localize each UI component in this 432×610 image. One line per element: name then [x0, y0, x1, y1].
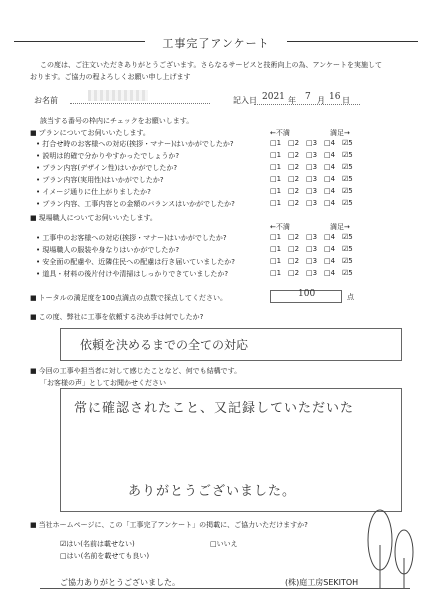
rating-option-3[interactable]: [306, 139, 317, 147]
rating-number: 5: [348, 269, 353, 277]
question-row: • プラン内容、工事内容との金額のバランスはいかがでしたか?: [36, 200, 235, 208]
checkbox-icon: □: [306, 139, 313, 147]
scale-high-2: 満足→: [330, 223, 350, 231]
rating-number: 1: [276, 269, 282, 277]
checkbox-icon: □: [288, 245, 295, 253]
rating-option-2[interactable]: [288, 245, 299, 253]
intro-line-1: この度は、ご注文いただきありがとうございます。さらなるサービスと技術向上の為、アンケートを実施して: [40, 61, 383, 69]
checkbox-icon: □: [324, 139, 331, 147]
reason-question: ■ この度、弊社に工事を依頼する決め手は何でしたか?: [30, 312, 203, 322]
checkbox-icon: □: [324, 151, 331, 159]
question-row: • 現場職人の服装や身なりはいかがでしたか?: [36, 246, 180, 254]
rating-option-2[interactable]: [288, 139, 299, 147]
checkbox-icon: □: [306, 245, 313, 253]
question-row: • イメージ通りに仕上がりましたか?: [36, 188, 151, 196]
rating-number: 2: [294, 163, 300, 171]
checkbox-icon: □: [288, 233, 295, 241]
question-text: 安全面の配慮や、近隣住民への配慮は行き届いていましたか?: [42, 258, 235, 266]
date-month: 7: [305, 92, 311, 102]
checkbox-icon: □: [306, 151, 313, 159]
rating-number: 1: [276, 163, 282, 171]
rating-option-4[interactable]: [324, 257, 335, 265]
checkbox-icon: □: [60, 552, 67, 560]
rating-option-3[interactable]: [306, 257, 317, 265]
rating-option-1[interactable]: [270, 245, 281, 253]
checkbox-icon: □: [270, 151, 277, 159]
rating-number: 2: [294, 257, 300, 265]
scale-high: 満足→: [330, 129, 350, 137]
checked-box-icon: ☑: [342, 199, 349, 207]
option-yes-named[interactable]: □はい(名前を載せても良い): [60, 552, 150, 560]
date-day: 16: [329, 92, 341, 102]
rating-option-3[interactable]: [306, 175, 317, 183]
rating-number: 3: [312, 187, 318, 195]
rating-option-2[interactable]: [288, 151, 299, 159]
rating-number: 1: [276, 187, 282, 195]
rating-option-4[interactable]: [324, 139, 335, 147]
rating-option-1[interactable]: [270, 151, 281, 159]
year-suffix: 年: [288, 96, 296, 105]
question-text: 道具・材料の後片付けや清掃はしっかりできていましたか?: [42, 270, 229, 278]
rating-option-4[interactable]: [324, 245, 335, 253]
rating-number: 2: [294, 151, 300, 159]
rating-number: 5: [348, 175, 353, 183]
rating-option-4[interactable]: [324, 187, 335, 195]
rating-option-1[interactable]: [270, 139, 281, 147]
rating-number: 4: [330, 257, 336, 265]
page-title: 工事完了アンケート: [162, 37, 270, 50]
voice-sub-label: 「お客様の声」としてお聞かせください: [40, 379, 166, 387]
rating-number: 3: [312, 163, 318, 171]
checkbox-icon: □: [270, 257, 277, 265]
voice-line-2: ありがとうございました。: [128, 484, 297, 499]
rating-option-2[interactable]: [288, 233, 299, 241]
checkbox-icon: □: [288, 151, 295, 159]
rating-option-3[interactable]: [306, 269, 317, 277]
checkbox-icon: □: [324, 163, 331, 171]
rating-number: 1: [276, 199, 282, 207]
checked-box-icon: ☑: [342, 233, 349, 241]
redacted-name: [88, 90, 148, 101]
rating-number: 3: [312, 257, 318, 265]
rating-number: 5: [348, 233, 353, 241]
question-row: • 安全面の配慮や、近隣住民への配慮は行き届いていましたか?: [36, 258, 235, 266]
checkbox-icon: □: [288, 257, 295, 265]
rating-option-5[interactable]: [342, 269, 353, 277]
option-yes-anonymous[interactable]: ☑はい(名前は載せない): [60, 540, 135, 548]
question-text: プラン内容(実用性)はいかがでしたか?: [42, 176, 164, 184]
thanks-text: ご協力ありがとうございました。: [60, 578, 180, 587]
day-suffix: 日: [342, 96, 350, 105]
rating-option-3[interactable]: [306, 151, 317, 159]
homepage-question: ■ 当社ホームページに、この「工事完了アンケート」の掲載に、ご協力いただけますか?: [30, 520, 308, 530]
rating-option-1[interactable]: [270, 269, 281, 277]
checkbox-icon: □: [288, 187, 295, 195]
rating-number: 3: [312, 139, 318, 147]
rating-option-4[interactable]: [324, 199, 335, 207]
checkbox-icon: □: [270, 233, 277, 241]
instruction-text: 該当する番号の枠内にチェックをお願いします。: [40, 117, 194, 125]
checkbox-icon: □: [288, 269, 295, 277]
checked-box-icon: ☑: [342, 163, 349, 171]
checkbox-icon: □: [324, 199, 331, 207]
rating-number: 2: [294, 139, 300, 147]
checkbox-icon: □: [324, 257, 331, 265]
checkbox-icon: □: [324, 175, 331, 183]
question-text: プラン内容(デザイン性)はいかがでしたか?: [42, 164, 178, 172]
question-row: • 道具・材料の後片付けや清掃はしっかりできていましたか?: [36, 270, 229, 278]
voice-question: ■ 今回の工事や担当者に対して感じたことなど、何でも結構です。: [30, 366, 241, 376]
rating-number: 2: [294, 233, 300, 241]
checkbox-icon: □: [306, 257, 313, 265]
rating-option-2[interactable]: [288, 187, 299, 195]
rating-number: 4: [330, 233, 336, 241]
voice-line-1: 常に確認されたこと、又記録していただいた: [74, 401, 355, 416]
checked-box-icon: ☑: [342, 139, 349, 147]
checkbox-icon: □: [270, 269, 277, 277]
question-row: • 工事中のお客様への対応(挨拶・マナー)はいかがでしたか?: [36, 234, 227, 242]
question-text: 現場職人の服装や身なりはいかがでしたか?: [42, 246, 180, 254]
rating-option-5[interactable]: [342, 257, 353, 265]
rating-option-5[interactable]: [342, 199, 353, 207]
scale-low-2: ←不満: [270, 223, 290, 231]
rating-option-3[interactable]: [306, 187, 317, 195]
rating-number: 4: [330, 163, 336, 171]
rating-number: 2: [294, 245, 300, 253]
rating-option-3[interactable]: [306, 245, 317, 253]
rating-option-2[interactable]: [288, 257, 299, 265]
checkbox-icon: □: [306, 233, 313, 241]
rating-number: 3: [312, 199, 318, 207]
total-score-value: 100: [298, 289, 316, 299]
checkbox-icon: □: [324, 269, 331, 277]
total-unit: 点: [347, 293, 354, 301]
checkbox-icon: □: [270, 245, 277, 253]
rating-number: 4: [330, 199, 336, 207]
question-row: • プラン内容(デザイン性)はいかがでしたか?: [36, 164, 178, 172]
rating-number: 1: [276, 233, 282, 241]
rating-option-4[interactable]: [324, 175, 335, 183]
rating-number: 4: [330, 245, 336, 253]
checkbox-icon: □: [288, 175, 295, 183]
rating-number: 5: [348, 163, 353, 171]
rating-number: 2: [294, 199, 300, 207]
rating-number: 3: [312, 233, 318, 241]
checkbox-icon: □: [288, 139, 295, 147]
rating-option-2[interactable]: [288, 199, 299, 207]
checkbox-icon: □: [306, 199, 313, 207]
rating-number: 3: [312, 245, 318, 253]
plan-heading: ■ プランについてお伺いいたします。: [30, 128, 150, 138]
rating-option-4[interactable]: [324, 233, 335, 241]
rating-option-2[interactable]: [288, 269, 299, 277]
rating-option-4[interactable]: [324, 151, 335, 159]
rating-number: 5: [348, 187, 353, 195]
name-field[interactable]: [70, 103, 210, 104]
question-text: 工事中のお客様への対応(挨拶・マナー)はいかがでしたか?: [42, 234, 227, 242]
checkbox-icon: □: [324, 187, 331, 195]
rating-option-3[interactable]: [306, 199, 317, 207]
rating-option-5[interactable]: [342, 139, 353, 147]
question-row: • 打合せ時のお客様への対応(挨拶・マナー)はいかがでしたか?: [36, 140, 234, 148]
rating-option-5[interactable]: [342, 245, 353, 253]
checked-box-icon: ☑: [342, 151, 349, 159]
rating-option-1[interactable]: [270, 187, 281, 195]
rating-option-3[interactable]: [306, 233, 317, 241]
reason-answer: 依頼を決めるまでの全ての対応: [80, 338, 249, 352]
rating-option-5[interactable]: [342, 233, 353, 241]
rating-number: 1: [276, 175, 282, 183]
rating-option-1[interactable]: [270, 199, 281, 207]
question-text: 説明は的確で分かりやすかったでしょうか?: [42, 152, 180, 160]
rating-option-5[interactable]: [342, 163, 353, 171]
date-year: 2021: [262, 92, 285, 102]
checkbox-icon: □: [270, 139, 277, 147]
question-text: プラン内容、工事内容との金額のバランスはいかがでしたか?: [42, 200, 235, 208]
rating-option-5[interactable]: [342, 151, 353, 159]
rating-option-2[interactable]: [288, 175, 299, 183]
rating-number: 4: [330, 139, 336, 147]
rating-number: 4: [330, 269, 336, 277]
company-name: (株)庭工房SEKITOH: [285, 578, 359, 587]
month-suffix: 月: [317, 96, 325, 105]
rating-option-4[interactable]: [324, 163, 335, 171]
total-label: ■ トータルの満足度を100点満点の点数で採点してください。: [30, 293, 227, 303]
checked-box-icon: ☑: [342, 175, 349, 183]
checkbox-icon: □: [324, 233, 331, 241]
checked-box-icon: ☑: [60, 540, 67, 548]
question-row: • 説明は的確で分かりやすかったでしょうか?: [36, 152, 180, 160]
rating-option-4[interactable]: [324, 269, 335, 277]
rating-number: 3: [312, 151, 318, 159]
question-text: 打合せ時のお客様への対応(挨拶・マナー)はいかがでしたか?: [42, 140, 234, 148]
rating-number: 4: [330, 175, 336, 183]
rating-option-1[interactable]: [270, 233, 281, 241]
checkbox-icon: □: [306, 187, 313, 195]
checkbox-icon: □: [306, 269, 313, 277]
checked-box-icon: ☑: [342, 187, 349, 195]
checkbox-icon: □: [306, 163, 313, 171]
rating-option-2[interactable]: [288, 163, 299, 171]
checkbox-icon: □: [270, 187, 277, 195]
rating-number: 2: [294, 187, 300, 195]
checkbox-icon: □: [270, 175, 277, 183]
checked-box-icon: ☑: [342, 269, 349, 277]
rating-number: 2: [294, 175, 300, 183]
option-no[interactable]: □いいえ: [210, 540, 238, 548]
rating-number: 1: [276, 245, 282, 253]
rating-option-1[interactable]: [270, 175, 281, 183]
checkbox-icon: □: [324, 245, 331, 253]
checked-box-icon: ☑: [342, 257, 349, 265]
rating-number: 2: [294, 269, 300, 277]
scale-low: ←不満: [270, 129, 290, 137]
rating-option-1[interactable]: [270, 257, 281, 265]
question-text: イメージ通りに仕上がりましたか?: [42, 188, 151, 196]
checkbox-icon: □: [210, 540, 217, 548]
staff-heading: ■ 現場職人についてお伺いいたします。: [30, 213, 157, 223]
rating-number: 4: [330, 151, 336, 159]
tree-illustration-icon: [360, 500, 420, 592]
rating-option-3[interactable]: [306, 163, 317, 171]
question-row: • プラン内容(実用性)はいかがでしたか?: [36, 176, 164, 184]
checkbox-icon: □: [288, 199, 295, 207]
rating-number: 3: [312, 175, 318, 183]
name-label: お名前: [34, 96, 58, 105]
checkbox-icon: □: [288, 163, 295, 171]
rating-number: 3: [312, 269, 318, 277]
rating-number: 1: [276, 139, 282, 147]
rating-number: 5: [348, 199, 353, 207]
rating-number: 5: [348, 245, 353, 253]
rating-number: 5: [348, 257, 353, 265]
rating-number: 4: [330, 187, 336, 195]
checkbox-icon: □: [270, 163, 277, 171]
checkbox-icon: □: [306, 175, 313, 183]
rating-option-1[interactable]: [270, 163, 281, 171]
rating-number: 1: [276, 151, 282, 159]
intro-line-2: おります。ご協力の程よろしくお願い申し上げます: [30, 73, 191, 81]
checkbox-icon: □: [270, 199, 277, 207]
rating-number: 5: [348, 151, 353, 159]
rating-number: 5: [348, 139, 353, 147]
rating-option-5[interactable]: [342, 175, 353, 183]
footer-rule: [40, 588, 410, 589]
rating-option-5[interactable]: [342, 187, 353, 195]
checked-box-icon: ☑: [342, 245, 349, 253]
rating-number: 1: [276, 257, 282, 265]
date-label: 記入日: [233, 96, 257, 105]
